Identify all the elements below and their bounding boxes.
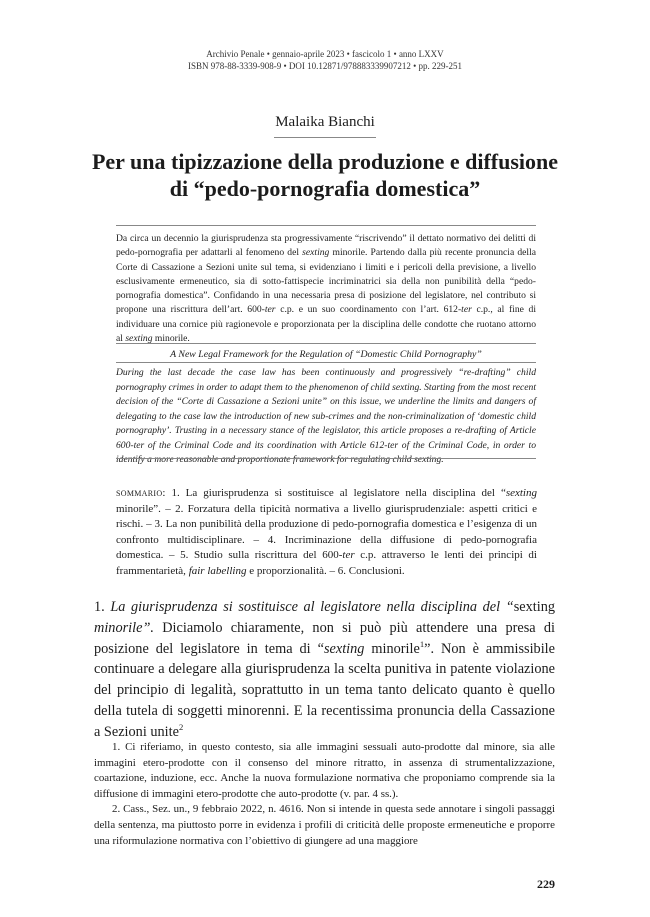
summary-sexting: sexting [505, 487, 537, 499]
author-name: Malaika Bianchi [275, 114, 375, 130]
abstract-mid-rule [116, 343, 536, 344]
abstract-english: During the last decade the case law has been continuously and progressively “re-drafting” child pornography crimes in order to adapt them to the phenomenon of child sexting. Starting from the most recent decision of the “Corte di Cassazione a Sezioni unite” on this issue, we underline the limits and dangers of delegating to the case law the introduction of new sub-crimes and the non-criminalization of ‘domestic child pornography’. Trusting in a necessary stance of the legislator, this article proposes a re-drafting of Article 600-ter of the Criminal Code and its coordination with Article 612-ter of the Criminal Code, in order to identify a more reasonable and proportionate framework for regulating child sexting. [116, 367, 536, 465]
body-text-1: Diciamolo chiaramente, non si può più attendere una presa di posizione del legislatore in tema di “ [94, 619, 555, 657]
abstract-top-rule [116, 225, 536, 226]
abstract-en-title-rule [116, 362, 536, 363]
footnote-1: 1. Ci riferiamo, in questo contesto, sia alle immagini sessuali auto-prodotte dal minore, sia alle immagini etero-prodotte con il consenso del minore ritratto, in assenza di strumentalizzazione, coartazione, induzione, ecc. Anche la nuova formulazione normativa che proponiamo comprende sia la diffusione di immagini etero-prodotte che auto-prodotte (v. par. 4 ss.). [94, 741, 555, 800]
abstract-italian [116, 232, 536, 346]
abstract-it-text-2: minorile. Partendo dalla più recente pronuncia della Corte di Cassazione a Sezioni unite sul tema, si evidenziano i limiti e i pericoli della previsione, a livello esclusivamente ermeneutico, sia di sotto-fattispecie incriminatrici sia della non punibilità della “pedo-pornografia domestica”. Confidando in una necessaria presa di posizione del legislatore, nel contributo si propone una riscrittura dell’art. 600- [116, 247, 536, 316]
footnote-ref-1[interactable]: 1 [419, 638, 425, 649]
abstract-it-text-3: c.p. e un suo coordinamento con l’art. 612- [275, 304, 462, 316]
abstract-it-text-5: minorile. [152, 333, 190, 345]
table-of-contents-summary [116, 486, 537, 579]
abstract-it-text-4: c.p., al fine di individuare una cornice più ragionevole e proporzionata per la disciplina delle condotte che ruotano attorno al [116, 304, 536, 345]
summary-text-4: e proporzionalità. – 6. Conclusioni. [246, 564, 405, 577]
summary-text-2: minorile”. – 2. Forzatura della tipicità normativa a livello giurisprudenziale: aspetti critici e rischi. – 3. La non punibilità della produzione di pedo-pornografia domestica e l’esigenza di un confronto multidisciplinare. – 4. Incriminazione della diffusione di pedo-pornografia domestica. – 5. Studio sulla riscrittura del 600- [116, 502, 537, 561]
abstract-it-ter-2: ter [461, 304, 472, 316]
journal-header-line1: Archivio Penale • gennaio-aprile 2023 • fascicolo 1 • anno LXXV [206, 49, 444, 59]
abstract-it-sexting: sexting [302, 247, 330, 259]
footnote-ref-2[interactable]: 2 [178, 722, 184, 733]
section-heading: La giurisprudenza si sostituisce al legislatore nella disciplina del “ [110, 599, 514, 615]
section-heading-end: minorile”. [94, 619, 154, 636]
abstract-it-ter: ter [264, 304, 276, 316]
section-number: 1. [94, 599, 111, 615]
section-heading-sexting: sexting [513, 599, 555, 615]
footnotes [94, 740, 555, 849]
author-divider [274, 137, 376, 138]
body-text-minorile: minorile [364, 640, 420, 657]
summary-text-3: c.p. attraverso le lenti dei principi di frammentarietà, [116, 549, 537, 577]
journal-header [0, 48, 650, 72]
article-title [60, 148, 590, 202]
body-sexting: sexting [323, 640, 365, 657]
body-text-2: ”. Non è ammissibile continuare a delegare alla giurisprudenza la scelta punitiva in patente violazione del principio di legalità, soprattutto in un tema tanto delicato quanto è quello della tutela di soggetti minorenni. E la recentissima pronuncia della Cassazione a Sezioni unite [94, 640, 556, 740]
article-title-line1: Per una tipizzazione della produzione e diffusione [91, 149, 559, 174]
journal-header-line2: ISBN 978-88-3339-908-9 • DOI 10.12871/978883339907212 • pp. 229-251 [187, 61, 463, 71]
abstract-bottom-rule [116, 458, 536, 459]
summary-text-1: : 1. La giurisprudenza si sostituisce al legislatore nella disciplina del “ [162, 487, 506, 499]
section-1-paragraph [94, 597, 555, 743]
summary-fair-labelling: fair labelling [188, 564, 247, 577]
footnote-2: 2. Cass., Sez. un., 9 febbraio 2022, n. 4616. Non si intende in questa sede annotare i singoli passaggi della sentenza, ma piuttosto porre in evidenza i profili di criticità delle proposte ermeneutiche e proporre una riformulazione normativa con l’obiettivo di giungere ad una maggiore [94, 803, 555, 847]
summary-ter: ter [342, 549, 355, 561]
summary-label: sommario [116, 487, 163, 499]
abstract-english-title: A New Legal Framework for the Regulation of “Domestic Child Pornography” [170, 349, 482, 360]
article-title-line2: di “pedo-pornografia domestica” [169, 176, 481, 201]
page-number: 229 [537, 877, 555, 891]
abstract-it-text-1: Da circa un decennio la giurisprudenza sta progressivamente “riscrivendo” il dettato normativo dei delitti di pedo-pornografia per adattarli al fenomeno del [116, 233, 536, 259]
abstract-it-sexting-2: sexting [125, 333, 153, 345]
